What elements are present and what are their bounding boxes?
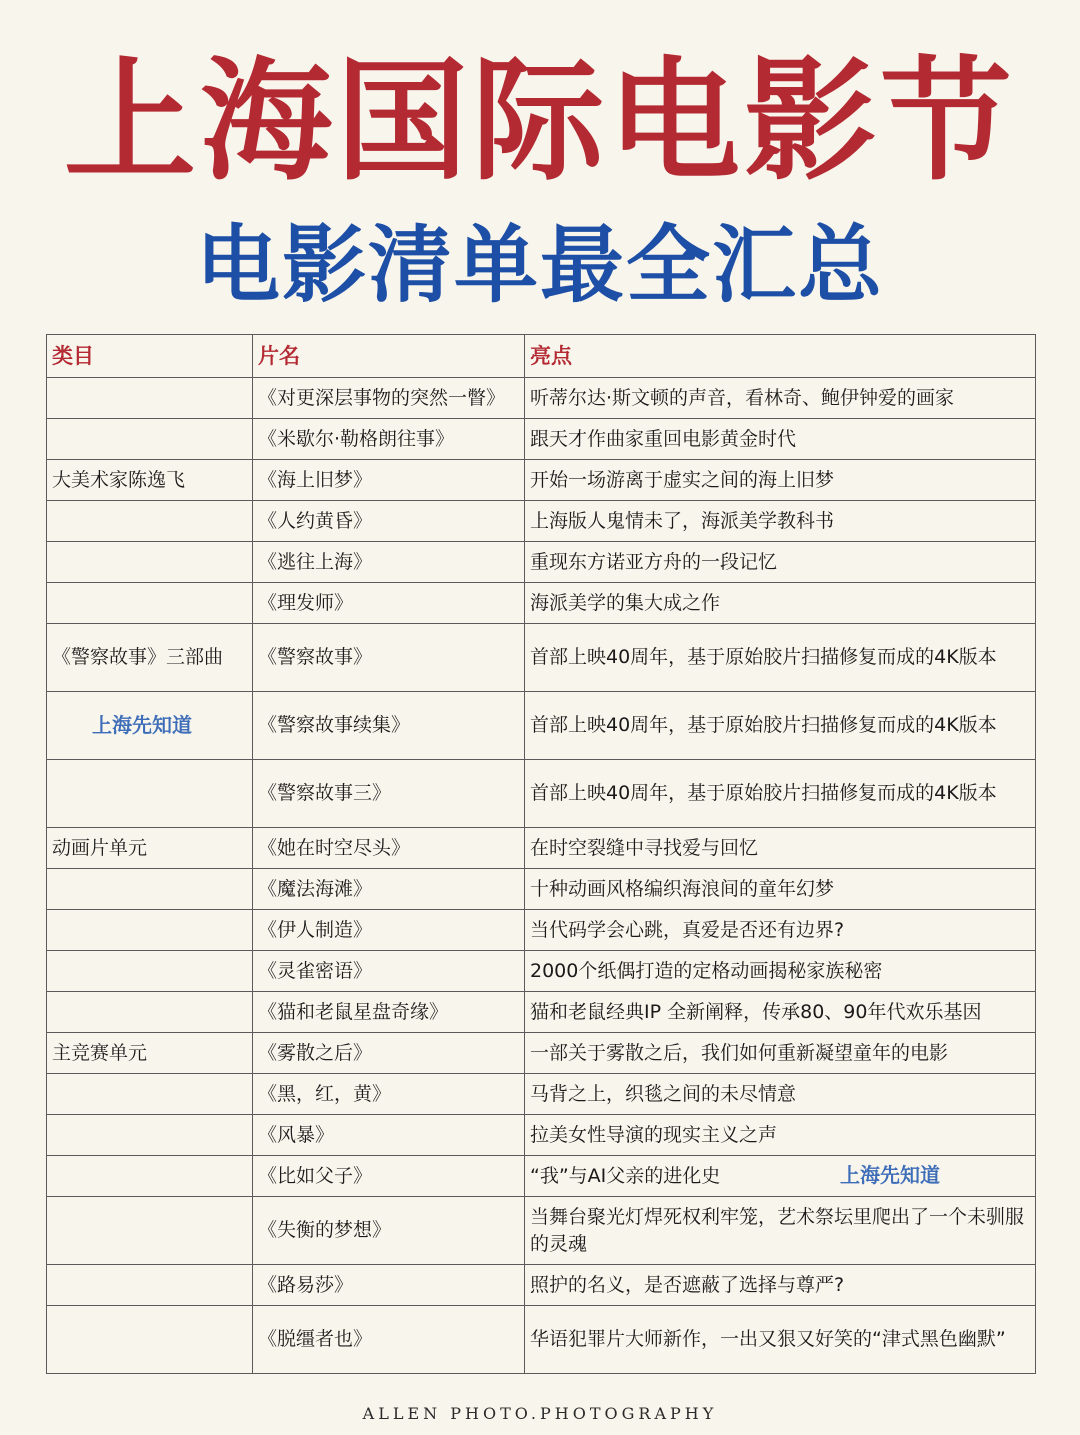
- row-highlight: 重现东方诺亚方舟的一段记忆: [525, 542, 1036, 583]
- row-film-title: 《海上旧梦》: [253, 460, 525, 501]
- header-title: 片名: [253, 335, 525, 378]
- row-highlight: 开始一场游离于虚实之间的海上旧梦: [525, 460, 1036, 501]
- table-row: [47, 692, 1036, 760]
- row-highlight: 当代码学会心跳，真爱是否还有边界?: [525, 910, 1036, 951]
- header-category: 类目: [47, 335, 253, 378]
- row-film-title: 《她在时空尽头》: [253, 828, 525, 869]
- row-film-title: 《人约黄昏》: [253, 501, 525, 542]
- table-header-row: [47, 335, 1036, 378]
- table-row: [47, 1033, 1036, 1074]
- row-film-title: 《逃往上海》: [253, 542, 525, 583]
- row-film-title: 《灵雀密语》: [253, 951, 525, 992]
- table-row: [47, 501, 1036, 542]
- table-row: [47, 624, 1036, 692]
- row-category: [47, 869, 253, 910]
- row-film-title: 《对更深层事物的突然一瞥》: [253, 378, 525, 419]
- row-category: [47, 1197, 253, 1265]
- row-film-title: 《理发师》: [253, 583, 525, 624]
- row-film-title: 《黑，红，黄》: [253, 1074, 525, 1115]
- row-highlight: 十种动画风格编织海浪间的童年幻梦: [525, 869, 1036, 910]
- row-film-title: 《失衡的梦想》: [253, 1197, 525, 1265]
- row-category: [47, 501, 253, 542]
- row-film-title: 《猫和老鼠星盘奇缘》: [253, 992, 525, 1033]
- row-highlight: 上海版人鬼情未了，海派美学教科书: [525, 501, 1036, 542]
- table-row: [47, 828, 1036, 869]
- row-category: [47, 419, 253, 460]
- row-category: [47, 1306, 253, 1374]
- row-category: 主竞赛单元: [47, 1033, 253, 1074]
- row-category: [47, 992, 253, 1033]
- row-film-title: 《米歇尔·勒格朗往事》: [253, 419, 525, 460]
- table-row: [47, 1306, 1036, 1374]
- row-highlight: “我”与AI父亲的进化史: [530, 1165, 721, 1187]
- row-category: [47, 1156, 253, 1197]
- row-film-title: 《魔法海滩》: [253, 869, 525, 910]
- row-highlight: 猫和老鼠经典IP 全新阐释，传承80、90年代欢乐基因: [525, 992, 1036, 1033]
- row-highlight: 听蒂尔达·斯文顿的声音，看林奇、鲍伊钟爱的画家: [525, 378, 1036, 419]
- row-category: [47, 910, 253, 951]
- row-film-title: 《路易莎》: [253, 1265, 525, 1306]
- row-category: [47, 378, 253, 419]
- film-list-table: [46, 334, 1036, 1374]
- table-row: [47, 760, 1036, 828]
- table-row: [47, 1265, 1036, 1306]
- table-row: [47, 1156, 1036, 1197]
- row-category: 动画片单元: [47, 828, 253, 869]
- table-row: [47, 460, 1036, 501]
- page-title: 上海国际电影节: [64, 44, 1016, 199]
- row-film-title: 《雾散之后》: [253, 1033, 525, 1074]
- header-highlight: 亮点: [525, 335, 1036, 378]
- row-category: 大美术家陈逸飞: [47, 460, 253, 501]
- table-row: [47, 992, 1036, 1033]
- table-row: [47, 910, 1036, 951]
- row-film-title: 《脱缰者也》: [253, 1306, 525, 1374]
- table-row: [47, 542, 1036, 583]
- row-film-title: 《风暴》: [253, 1115, 525, 1156]
- row-highlight: 拉美女性导演的现实主义之声: [525, 1115, 1036, 1156]
- row-highlight: 照护的名义，是否遮蔽了选择与尊严?: [525, 1265, 1036, 1306]
- row-category: [47, 951, 253, 992]
- row-category: [47, 542, 253, 583]
- watermark-text: 上海先知道: [840, 1163, 940, 1187]
- table-row: [47, 869, 1036, 910]
- table-row: [47, 419, 1036, 460]
- footer-credit: ALLEN PHOTO.PHOTOGRAPHY: [362, 1404, 718, 1423]
- table-row: [47, 951, 1036, 992]
- page-subtitle: 电影清单最全汇总: [195, 215, 884, 314]
- row-highlight: 马背之上，织毯之间的未尽情意: [525, 1074, 1036, 1115]
- row-highlight: 海派美学的集大成之作: [525, 583, 1036, 624]
- table-row: [47, 583, 1036, 624]
- row-highlight: 当舞台聚光灯焊死权利牢笼，艺术祭坛里爬出了一个未驯服的灵魂: [525, 1197, 1036, 1265]
- row-category: [47, 583, 253, 624]
- row-category: [47, 1265, 253, 1306]
- row-highlight: 在时空裂缝中寻找爱与回忆: [525, 828, 1036, 869]
- watermark-text: 上海先知道: [47, 692, 253, 760]
- row-highlight: 跟天才作曲家重回电影黄金时代: [525, 419, 1036, 460]
- row-highlight: 首部上映40周年，基于原始胶片扫描修复而成的4K版本: [525, 692, 1036, 760]
- row-highlight: 华语犯罪片大师新作，一出又狠又好笑的“津式黑色幽默”: [525, 1306, 1036, 1374]
- row-category: [47, 1074, 253, 1115]
- row-film-title: 《伊人制造》: [253, 910, 525, 951]
- row-highlight: 首部上映40周年，基于原始胶片扫描修复而成的4K版本: [525, 624, 1036, 692]
- row-film-title: 《警察故事续集》: [253, 692, 525, 760]
- row-category: [47, 1115, 253, 1156]
- row-film-title: 《警察故事》: [253, 624, 525, 692]
- row-category: 《警察故事》三部曲: [47, 624, 253, 692]
- table-row: [47, 1074, 1036, 1115]
- row-film-title: 《比如父子》: [253, 1156, 525, 1197]
- row-highlight: 首部上映40周年，基于原始胶片扫描修复而成的4K版本: [525, 760, 1036, 828]
- row-highlight: 2000个纸偶打造的定格动画揭秘家族秘密: [525, 951, 1036, 992]
- row-category: [47, 760, 253, 828]
- table-row: [47, 378, 1036, 419]
- row-film-title: 《警察故事三》: [253, 760, 525, 828]
- table-row: [47, 1115, 1036, 1156]
- table-row: [47, 1197, 1036, 1265]
- row-highlight-with-watermark: [525, 1156, 1036, 1197]
- row-highlight: 一部关于雾散之后，我们如何重新凝望童年的电影: [525, 1033, 1036, 1074]
